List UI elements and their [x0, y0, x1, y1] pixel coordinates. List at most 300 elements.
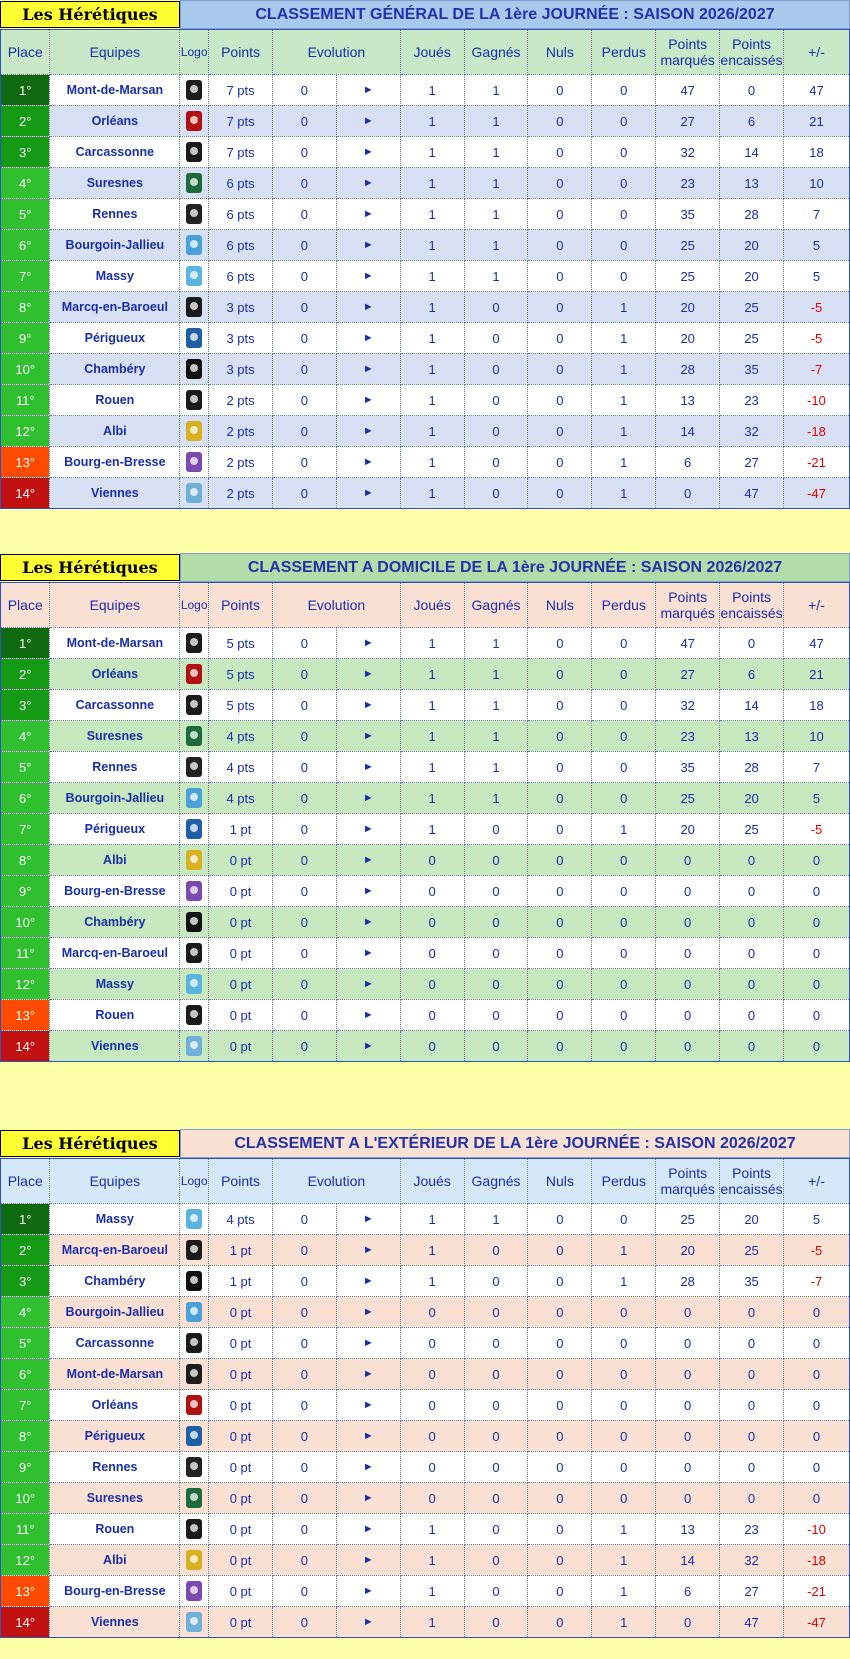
points-cell: 3 pts — [209, 354, 273, 385]
won-cell: 0 — [464, 876, 528, 907]
diff-cell: 0 — [783, 876, 849, 907]
played-cell: 1 — [400, 230, 464, 261]
points-for-cell: 0 — [656, 1328, 720, 1359]
points-for-cell: 47 — [656, 75, 720, 106]
table-row — [1, 783, 850, 814]
logo-cell — [180, 907, 209, 938]
points-for-cell: 25 — [656, 230, 720, 261]
header-draw: Nuls — [528, 1159, 592, 1204]
header-lost: Perdus — [592, 1159, 656, 1204]
points-cell: 0 pt — [209, 876, 273, 907]
diff-cell: -21 — [783, 1576, 849, 1607]
diff-cell: 5 — [783, 1204, 849, 1235]
points-for-cell: 0 — [656, 478, 720, 509]
lost-cell: 1 — [592, 1235, 656, 1266]
lost-cell: 0 — [592, 783, 656, 814]
table-title: CLASSEMENT A DOMICILE DE LA 1ère JOURNÉE : SAISON 2026/2027 — [180, 553, 850, 582]
team-name: Périgueux — [50, 1421, 180, 1452]
standings-block-away — [0, 1129, 850, 1638]
logo-cell — [180, 1514, 209, 1545]
header-diff: +/- — [783, 583, 849, 628]
lost-cell: 0 — [592, 969, 656, 1000]
place-cell: 8° — [1, 1421, 50, 1452]
header-row — [1, 30, 850, 75]
played-cell: 0 — [400, 938, 464, 969]
evolution-value: 0 — [272, 690, 336, 721]
draw-cell: 0 — [528, 1607, 592, 1638]
club-logo-icon — [186, 204, 202, 224]
lost-cell: 1 — [592, 416, 656, 447]
table-row — [1, 1607, 850, 1638]
team-name: Carcassonne — [50, 690, 180, 721]
place-cell: 1° — [1, 628, 50, 659]
club-logo-icon — [186, 1302, 202, 1322]
title-row — [0, 0, 850, 29]
club-logo-icon — [186, 452, 202, 472]
team-name: Chambéry — [50, 907, 180, 938]
table-row — [1, 447, 850, 478]
team-name: Viennes — [50, 478, 180, 509]
evolution-arrow-icon: ► — [336, 1607, 400, 1638]
evolution-value: 0 — [272, 1514, 336, 1545]
diff-cell: -18 — [783, 416, 849, 447]
table-title: CLASSEMENT GÉNÉRAL DE LA 1ère JOURNÉE : SAISON 2026/2027 — [180, 0, 850, 29]
team-name: Rennes — [50, 199, 180, 230]
diff-cell: 0 — [783, 907, 849, 938]
standings-block-general — [0, 0, 850, 509]
won-cell: 0 — [464, 478, 528, 509]
won-cell: 0 — [464, 1359, 528, 1390]
draw-cell: 0 — [528, 1576, 592, 1607]
points-cell: 5 pts — [209, 659, 273, 690]
lost-cell: 0 — [592, 199, 656, 230]
draw-cell: 0 — [528, 137, 592, 168]
diff-cell: 0 — [783, 845, 849, 876]
logo-cell — [180, 447, 209, 478]
draw-cell: 0 — [528, 1000, 592, 1031]
evolution-arrow-icon: ► — [336, 752, 400, 783]
evolution-value: 0 — [272, 478, 336, 509]
team-name: Bourgoin-Jallieu — [50, 783, 180, 814]
header-logo: Logo — [180, 583, 209, 628]
brand-logo: Les Hérétiques — [0, 1130, 180, 1157]
place-cell: 11° — [1, 385, 50, 416]
points-cell: 6 pts — [209, 230, 273, 261]
played-cell: 1 — [400, 478, 464, 509]
played-cell: 1 — [400, 783, 464, 814]
place-cell: 12° — [1, 1545, 50, 1576]
evolution-arrow-icon: ► — [336, 690, 400, 721]
standings-block-home — [0, 553, 850, 1062]
draw-cell: 0 — [528, 1204, 592, 1235]
points-against-cell: 0 — [720, 1359, 784, 1390]
evolution-arrow-icon: ► — [336, 1266, 400, 1297]
place-cell: 8° — [1, 292, 50, 323]
place-cell: 14° — [1, 1031, 50, 1062]
club-logo-icon — [186, 1271, 202, 1291]
logo-cell — [180, 1545, 209, 1576]
points-for-cell: 0 — [656, 907, 720, 938]
lost-cell: 1 — [592, 1266, 656, 1297]
header-pa: Points encaissés — [720, 30, 784, 75]
played-cell: 1 — [400, 1514, 464, 1545]
table-row — [1, 75, 850, 106]
won-cell: 0 — [464, 1514, 528, 1545]
won-cell: 1 — [464, 137, 528, 168]
diff-cell: 0 — [783, 1421, 849, 1452]
draw-cell: 0 — [528, 721, 592, 752]
team-name: Chambéry — [50, 354, 180, 385]
evolution-value: 0 — [272, 876, 336, 907]
club-logo-icon — [186, 390, 202, 410]
points-cell: 0 pt — [209, 1297, 273, 1328]
points-cell: 0 pt — [209, 1545, 273, 1576]
points-against-cell: 28 — [720, 752, 784, 783]
logo-cell — [180, 199, 209, 230]
club-logo-icon — [186, 297, 202, 317]
points-for-cell: 27 — [656, 106, 720, 137]
lost-cell: 0 — [592, 1421, 656, 1452]
points-cell: 4 pts — [209, 721, 273, 752]
table-row — [1, 1545, 850, 1576]
points-cell: 0 pt — [209, 1359, 273, 1390]
won-cell: 0 — [464, 416, 528, 447]
evolution-value: 0 — [272, 1452, 336, 1483]
team-name: Albi — [50, 845, 180, 876]
points-against-cell: 25 — [720, 814, 784, 845]
played-cell: 1 — [400, 323, 464, 354]
evolution-value: 0 — [272, 1576, 336, 1607]
points-cell: 2 pts — [209, 447, 273, 478]
evolution-arrow-icon: ► — [336, 292, 400, 323]
evolution-arrow-icon: ► — [336, 199, 400, 230]
points-for-cell: 0 — [656, 1031, 720, 1062]
points-for-cell: 32 — [656, 137, 720, 168]
won-cell: 0 — [464, 1545, 528, 1576]
points-against-cell: 0 — [720, 75, 784, 106]
evolution-arrow-icon: ► — [336, 1204, 400, 1235]
evolution-value: 0 — [272, 416, 336, 447]
club-logo-icon — [186, 1036, 202, 1056]
played-cell: 1 — [400, 1235, 464, 1266]
header-row — [1, 1159, 850, 1204]
won-cell: 1 — [464, 261, 528, 292]
table-row — [1, 230, 850, 261]
played-cell: 1 — [400, 659, 464, 690]
logo-cell — [180, 168, 209, 199]
evolution-arrow-icon: ► — [336, 845, 400, 876]
team-name: Mont-de-Marsan — [50, 628, 180, 659]
lost-cell: 0 — [592, 659, 656, 690]
points-cell: 1 pt — [209, 814, 273, 845]
draw-cell: 0 — [528, 628, 592, 659]
team-name: Rouen — [50, 385, 180, 416]
header-pa: Points encaissés — [720, 1159, 784, 1204]
place-cell: 11° — [1, 1514, 50, 1545]
played-cell: 0 — [400, 876, 464, 907]
club-logo-icon — [186, 111, 202, 131]
team-name: Bourg-en-Bresse — [50, 447, 180, 478]
evolution-arrow-icon: ► — [336, 354, 400, 385]
header-place: Place — [1, 583, 50, 628]
lost-cell: 1 — [592, 354, 656, 385]
header-played: Joués — [400, 30, 464, 75]
lost-cell: 0 — [592, 1204, 656, 1235]
evolution-value: 0 — [272, 752, 336, 783]
draw-cell: 0 — [528, 323, 592, 354]
lost-cell: 1 — [592, 323, 656, 354]
header-team: Equipes — [50, 583, 180, 628]
points-for-cell: 14 — [656, 1545, 720, 1576]
points-cell: 1 pt — [209, 1235, 273, 1266]
team-name: Viennes — [50, 1031, 180, 1062]
logo-cell — [180, 1235, 209, 1266]
evolution-value: 0 — [272, 659, 336, 690]
draw-cell: 0 — [528, 1514, 592, 1545]
logo-cell — [180, 1483, 209, 1514]
played-cell: 1 — [400, 416, 464, 447]
points-against-cell: 0 — [720, 969, 784, 1000]
evolution-value: 0 — [272, 845, 336, 876]
lost-cell: 1 — [592, 1514, 656, 1545]
logo-cell — [180, 1266, 209, 1297]
played-cell: 0 — [400, 1359, 464, 1390]
evolution-arrow-icon: ► — [336, 1390, 400, 1421]
won-cell: 0 — [464, 292, 528, 323]
evolution-value: 0 — [272, 323, 336, 354]
place-cell: 3° — [1, 137, 50, 168]
points-against-cell: 27 — [720, 447, 784, 478]
header-draw: Nuls — [528, 583, 592, 628]
team-name: Bourgoin-Jallieu — [50, 1297, 180, 1328]
table-row — [1, 1235, 850, 1266]
club-logo-icon — [186, 1209, 202, 1229]
header-evolution: Evolution — [272, 583, 400, 628]
logo-cell — [180, 690, 209, 721]
evolution-arrow-icon: ► — [336, 1514, 400, 1545]
evolution-value: 0 — [272, 385, 336, 416]
club-logo-icon — [186, 912, 202, 932]
club-logo-icon — [186, 80, 202, 100]
played-cell: 1 — [400, 814, 464, 845]
team-name: Suresnes — [50, 721, 180, 752]
team-name: Mont-de-Marsan — [50, 1359, 180, 1390]
draw-cell: 0 — [528, 1390, 592, 1421]
points-against-cell: 27 — [720, 1576, 784, 1607]
lost-cell: 0 — [592, 1483, 656, 1514]
points-cell: 0 pt — [209, 1390, 273, 1421]
won-cell: 1 — [464, 106, 528, 137]
points-against-cell: 0 — [720, 1000, 784, 1031]
evolution-value: 0 — [272, 1607, 336, 1638]
club-logo-icon — [186, 664, 202, 684]
played-cell: 1 — [400, 292, 464, 323]
header-played: Joués — [400, 583, 464, 628]
points-against-cell: 0 — [720, 1421, 784, 1452]
evolution-arrow-icon: ► — [336, 876, 400, 907]
points-for-cell: 27 — [656, 659, 720, 690]
draw-cell: 0 — [528, 1545, 592, 1576]
points-cell: 0 pt — [209, 1514, 273, 1545]
points-cell: 5 pts — [209, 628, 273, 659]
points-against-cell: 23 — [720, 385, 784, 416]
evolution-arrow-icon: ► — [336, 1235, 400, 1266]
club-logo-icon — [186, 328, 202, 348]
team-name: Marcq-en-Baroeul — [50, 1235, 180, 1266]
logo-cell — [180, 876, 209, 907]
club-logo-icon — [186, 359, 202, 379]
points-for-cell: 6 — [656, 447, 720, 478]
won-cell: 0 — [464, 354, 528, 385]
draw-cell: 0 — [528, 292, 592, 323]
team-name: Albi — [50, 416, 180, 447]
played-cell: 0 — [400, 1000, 464, 1031]
draw-cell: 0 — [528, 1452, 592, 1483]
standings-table — [0, 1158, 850, 1638]
points-cell: 5 pts — [209, 690, 273, 721]
place-cell: 13° — [1, 1576, 50, 1607]
evolution-arrow-icon: ► — [336, 106, 400, 137]
lost-cell: 1 — [592, 478, 656, 509]
header-logo: Logo — [180, 1159, 209, 1204]
won-cell: 1 — [464, 628, 528, 659]
points-cell: 0 pt — [209, 1452, 273, 1483]
points-against-cell: 0 — [720, 1031, 784, 1062]
lost-cell: 1 — [592, 292, 656, 323]
evolution-arrow-icon: ► — [336, 1297, 400, 1328]
club-logo-icon — [186, 1550, 202, 1570]
logo-cell — [180, 1359, 209, 1390]
points-for-cell: 0 — [656, 845, 720, 876]
logo-cell — [180, 323, 209, 354]
evolution-arrow-icon: ► — [336, 907, 400, 938]
diff-cell: 5 — [783, 261, 849, 292]
header-team: Equipes — [50, 1159, 180, 1204]
points-against-cell: 13 — [720, 721, 784, 752]
club-logo-icon — [186, 1612, 202, 1632]
points-against-cell: 0 — [720, 907, 784, 938]
place-cell: 6° — [1, 783, 50, 814]
points-cell: 0 pt — [209, 969, 273, 1000]
logo-cell — [180, 261, 209, 292]
lost-cell: 1 — [592, 1607, 656, 1638]
points-against-cell: 14 — [720, 690, 784, 721]
team-name: Rouen — [50, 1000, 180, 1031]
brand-logo: Les Hérétiques — [0, 554, 180, 581]
table-row — [1, 659, 850, 690]
team-name: Suresnes — [50, 168, 180, 199]
played-cell: 1 — [400, 447, 464, 478]
logo-cell — [180, 1390, 209, 1421]
logo-cell — [180, 106, 209, 137]
points-for-cell: 23 — [656, 721, 720, 752]
team-name: Orléans — [50, 659, 180, 690]
won-cell: 1 — [464, 783, 528, 814]
club-logo-icon — [186, 1333, 202, 1353]
header-lost: Perdus — [592, 583, 656, 628]
won-cell: 1 — [464, 230, 528, 261]
draw-cell: 0 — [528, 845, 592, 876]
points-for-cell: 20 — [656, 1235, 720, 1266]
points-cell: 0 pt — [209, 1483, 273, 1514]
evolution-value: 0 — [272, 907, 336, 938]
points-for-cell: 0 — [656, 1421, 720, 1452]
draw-cell: 0 — [528, 659, 592, 690]
place-cell: 6° — [1, 1359, 50, 1390]
draw-cell: 0 — [528, 969, 592, 1000]
diff-cell: 0 — [783, 1452, 849, 1483]
points-against-cell: 20 — [720, 1204, 784, 1235]
points-against-cell: 6 — [720, 106, 784, 137]
lost-cell: 0 — [592, 230, 656, 261]
won-cell: 0 — [464, 1235, 528, 1266]
points-for-cell: 0 — [656, 1297, 720, 1328]
diff-cell: 10 — [783, 721, 849, 752]
evolution-value: 0 — [272, 230, 336, 261]
table-title: CLASSEMENT A L'EXTÉRIEUR DE LA 1ère JOURNÉE : SAISON 2026/2027 — [180, 1129, 850, 1158]
points-against-cell: 35 — [720, 354, 784, 385]
header-place: Place — [1, 30, 50, 75]
club-logo-icon — [186, 943, 202, 963]
place-cell: 2° — [1, 659, 50, 690]
draw-cell: 0 — [528, 478, 592, 509]
table-row — [1, 1297, 850, 1328]
evolution-arrow-icon: ► — [336, 783, 400, 814]
won-cell: 0 — [464, 814, 528, 845]
played-cell: 1 — [400, 106, 464, 137]
title-row — [0, 553, 850, 582]
lost-cell: 0 — [592, 628, 656, 659]
points-cell: 7 pts — [209, 137, 273, 168]
club-logo-icon — [186, 1395, 202, 1415]
evolution-value: 0 — [272, 1359, 336, 1390]
evolution-arrow-icon: ► — [336, 1000, 400, 1031]
points-for-cell: 0 — [656, 938, 720, 969]
team-name: Albi — [50, 1545, 180, 1576]
played-cell: 0 — [400, 845, 464, 876]
team-name: Suresnes — [50, 1483, 180, 1514]
header-team: Equipes — [50, 30, 180, 75]
points-against-cell: 47 — [720, 1607, 784, 1638]
draw-cell: 0 — [528, 814, 592, 845]
played-cell: 0 — [400, 1328, 464, 1359]
points-for-cell: 20 — [656, 814, 720, 845]
lost-cell: 1 — [592, 385, 656, 416]
table-row — [1, 106, 850, 137]
diff-cell: 5 — [783, 783, 849, 814]
diff-cell: 0 — [783, 969, 849, 1000]
team-name: Rennes — [50, 1452, 180, 1483]
team-name: Massy — [50, 1204, 180, 1235]
logo-cell — [180, 354, 209, 385]
table-row — [1, 1359, 850, 1390]
table-row — [1, 1452, 850, 1483]
points-cell: 2 pts — [209, 416, 273, 447]
points-cell: 4 pts — [209, 1204, 273, 1235]
place-cell: 12° — [1, 969, 50, 1000]
points-cell: 3 pts — [209, 292, 273, 323]
played-cell: 1 — [400, 1576, 464, 1607]
place-cell: 4° — [1, 721, 50, 752]
team-name: Viennes — [50, 1607, 180, 1638]
table-row — [1, 385, 850, 416]
logo-cell — [180, 1031, 209, 1062]
lost-cell: 0 — [592, 1031, 656, 1062]
header-pf: Points marqués — [656, 30, 720, 75]
points-against-cell: 25 — [720, 323, 784, 354]
evolution-value: 0 — [272, 354, 336, 385]
lost-cell: 0 — [592, 721, 656, 752]
